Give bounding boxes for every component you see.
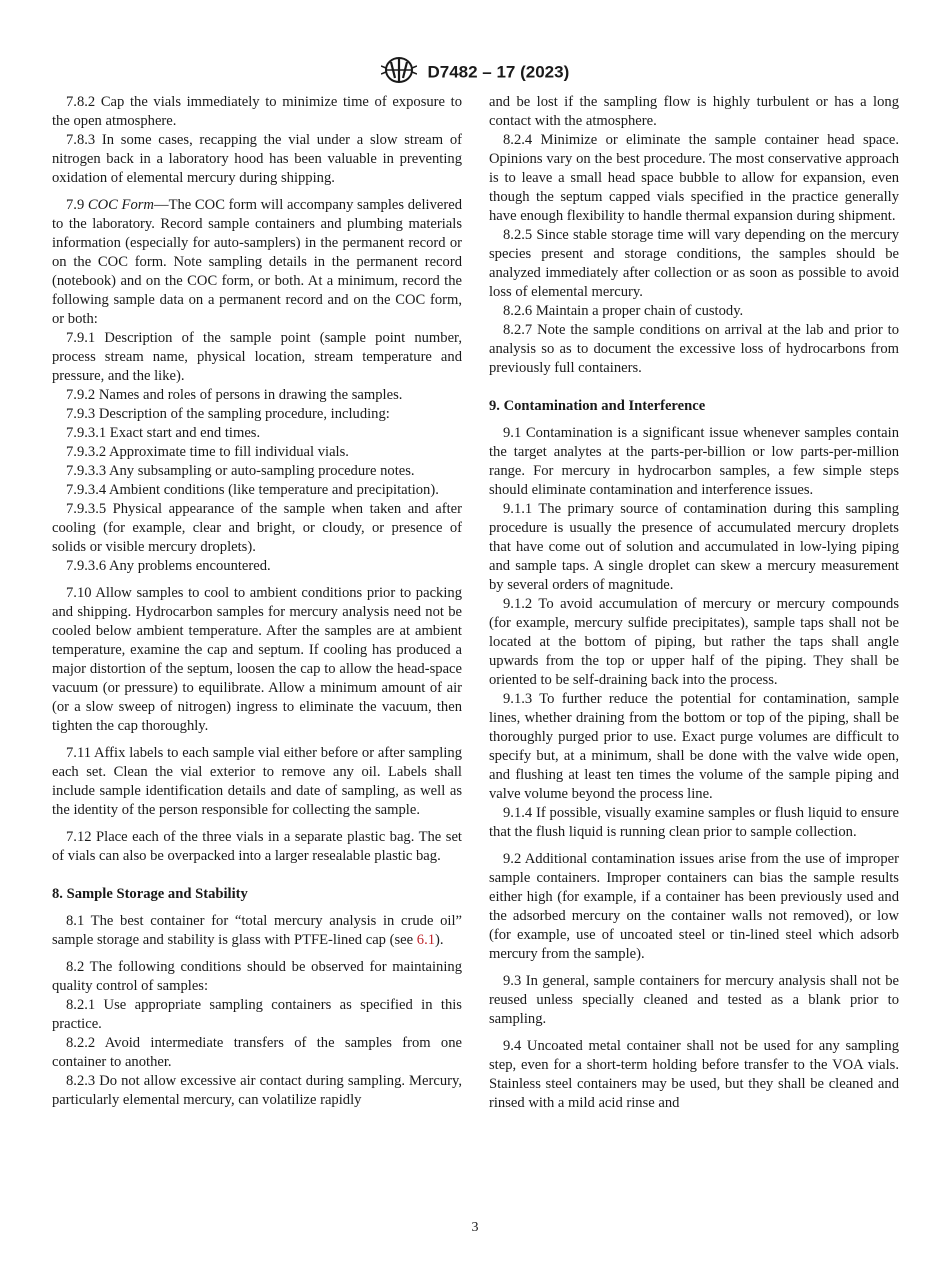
paragraph-9-2: 9.2 Additional contamination issues arise from the use of improper sample containers. Improper containers can bias the sample results either high (for example, if a container has been previously used and the adsorbed mercury on the container walls not removed), or low (for example, use of uncoated steel or tin-lined steel which adsorb mercury from the sample). (489, 851, 899, 962)
section-heading-8: 8. Sample Storage and Stability (52, 886, 248, 902)
paragraph-9-4: 9.4 Uncoated metal container shall not be used for any sampling step, even for a short-term holding before transfer to the VOA vials. Stainless steel containers may be used, but they shall be cleaned and rinsed with a mild acid rinse and (489, 1038, 899, 1111)
paragraph-7-9-2: 7.9.2 Names and roles of persons in drawing the samples. (66, 387, 403, 403)
paragraph-8-2-3-continued: and be lost if the sampling flow is highly turbulent or has a long contact with the atmosphere. (489, 94, 899, 129)
paragraph-7-9-3-3: 7.9.3.3 Any subsampling or auto-sampling procedure notes. (66, 463, 415, 479)
section-heading-9: 9. Contamination and Interference (489, 398, 706, 414)
paragraph-8-2-1: 8.2.1 Use appropriate sampling containers as specified in this practice. (52, 997, 462, 1032)
paragraph-7-8-2: 7.8.2 Cap the vials immediately to minimize time of exposure to the open atmosphere. (52, 94, 462, 129)
paragraph-9-1-1: 9.1.1 The primary source of contamination during this sampling procedure is usually the presence of accumulated mercury droplets that have come out of solution and accumulated in low-lying piping and sample taps. A single droplet can skew a mercury measurement by several orders of magnitude. (489, 501, 899, 593)
paragraph-7-9-3-4: 7.9.3.4 Ambient conditions (like temperature and precipitation). (66, 482, 439, 498)
page-number: 3 (471, 1220, 479, 1235)
paragraph-7-9-1: 7.9.1 Description of the sample point (sample point number, process stream name, physical location, stream temperature and pressure, and the like). (52, 330, 462, 384)
paragraph-7-8-3: 7.8.3 In some cases, recapping the vial under a slow stream of nitrogen back in a laboratory hood has been valuable in preventing oxidation of elemental mercury during shipping. (52, 132, 462, 186)
paragraph-9-1-4: 9.1.4 If possible, visually examine samples or flush liquid to ensure that the flush liquid is running clean prior to sample collection. (489, 805, 899, 840)
paragraph-9-1: 9.1 Contamination is a significant issue whenever samples contain the target analytes at the parts-per-billion or low parts-per-million range. For mercury in hydrocarbon samples, a few simple steps should eliminate contamination and interference issues. (489, 425, 899, 498)
paragraph-7-9 (52, 196, 462, 329)
paragraph-8-2-2: 8.2.2 Avoid intermediate transfers of the samples from one container to another. (52, 1035, 462, 1070)
paragraph-8-1-text: 8.1 The best container for “total mercury analysis in crude oil” sample storage and stability is glass with PTFE-lined cap (see (52, 913, 462, 948)
left-column (52, 93, 462, 1110)
paragraph-8-2-3: 8.2.3 Do not allow excessive air contact during sampling. Mercury, particularly elemental mercury, can volatilize rapidly (52, 1073, 462, 1108)
paragraph-8-1-end: ). (435, 932, 444, 948)
paragraph-8-1 (52, 912, 462, 950)
paragraph-8-2: 8.2 The following conditions should be observed for maintaining quality control of samples: (52, 959, 462, 994)
paragraph-7-10: 7.10 Allow samples to cool to ambient conditions prior to packing and shipping. Hydrocarbon samples for mercury analysis need not be cooled below ambient temperature. After the samples are at ambient temperature, examine the cap and septum. If cooling has produced a major distortion of the septum, loosen the cap to allow the head-space vacuum (or pressure) to equilibrate. Allow a minimum amount of air (or a slow sweep of nitrogen) ingress to eliminate the vacuum, then tighten the cap thoroughly. (52, 585, 462, 734)
paragraph-7-9-title: COC Form (87, 197, 154, 213)
paragraph-7-11: 7.11 Affix labels to each sample vial either before or after sampling each set. Clean the vial exterior to remove any oil. Labels shall include sample identification details and date of sampling, as well as the identity of the person responsible for collecting the sample. (52, 745, 462, 818)
paragraph-8-2-6: 8.2.6 Maintain a proper chain of custody. (503, 303, 744, 319)
astm-logo (381, 56, 417, 89)
paragraph-7-9-3-1: 7.9.3.1 Exact start and end times. (66, 425, 261, 441)
paragraph-7-9-text: —The COC form will accompany samples delivered to the laboratory. Record sample containers and plumbing materials information (especially for auto-samplers) in the permanent record or on the COC form. Note sampling details in the permanent record (notebook) and on the COC form, or both. At a minimum, record the following sample data on a permanent record and on the COC form, or both: (52, 197, 462, 327)
paragraph-8-2-7: 8.2.7 Note the sample conditions on arrival at the lab and prior to analysis so as to document the excessive loss of hydrocarbons from previously full containers. (489, 322, 899, 376)
paragraph-8-2-5: 8.2.5 Since stable storage time will vary depending on the mercury species present and storage conditions, the samples should be analyzed immediately after collection or as soon as possible to avoid loss of elemental mercury. (489, 227, 899, 300)
section-6-1-link[interactable]: 6.1 (416, 932, 436, 948)
paragraph-8-2-4: 8.2.4 Minimize or eliminate the sample container head space. Opinions vary on the best procedure. The most conservative approach is to leave a small head space bubble to allow for expansion, even though the septum capped vials specified in the practice generally have enough flexibility to handle thermal expansion during shipment. (489, 132, 899, 224)
paragraph-7-9-3-5: 7.9.3.5 Physical appearance of the sample when taken and after cooling (for example, clear and bright, or cloudy, or presence of solids or visible mercury droplets). (52, 501, 462, 555)
paragraph-9-3: 9.3 In general, sample containers for mercury analysis shall not be reused unless specially cleaned and tested as a blank prior to sampling. (489, 973, 899, 1027)
paragraph-7-12: 7.12 Place each of the three vials in a separate plastic bag. The set of vials can also be overpacked into a larger resealable plastic bag. (52, 829, 462, 864)
page-header (0, 56, 950, 89)
paragraph-9-1-3: 9.1.3 To further reduce the potential for contamination, sample lines, whether draining from the bottom or top of the piping, shall be thoroughly purged prior to use. Exact purge volumes are difficult to specify but, at a minimum, shall be done with the valve wide open, and flushing at least ten times the volume of the sample piping and valve volume beyond the process line. (489, 691, 899, 802)
paragraph-7-9-number: 7.9 (66, 197, 88, 213)
document-designation: D7482 – 17 (2023) (427, 62, 570, 82)
paragraph-7-9-3: 7.9.3 Description of the sampling procedure, including: (66, 406, 390, 422)
paragraph-9-1-2: 9.1.2 To avoid accumulation of mercury or mercury compounds (for example, mercury sulfide precipitates), sample taps shall not be located at the bottom of piping, but rather the taps shall angle upwards from the top or upper half of the piping. They shall be oriented to be self-draining back into the process. (489, 596, 899, 688)
paragraph-7-9-3-2: 7.9.3.2 Approximate time to fill individual vials. (66, 444, 349, 460)
right-column (489, 93, 899, 1113)
paragraph-7-9-3-6: 7.9.3.6 Any problems encountered. (66, 558, 271, 574)
